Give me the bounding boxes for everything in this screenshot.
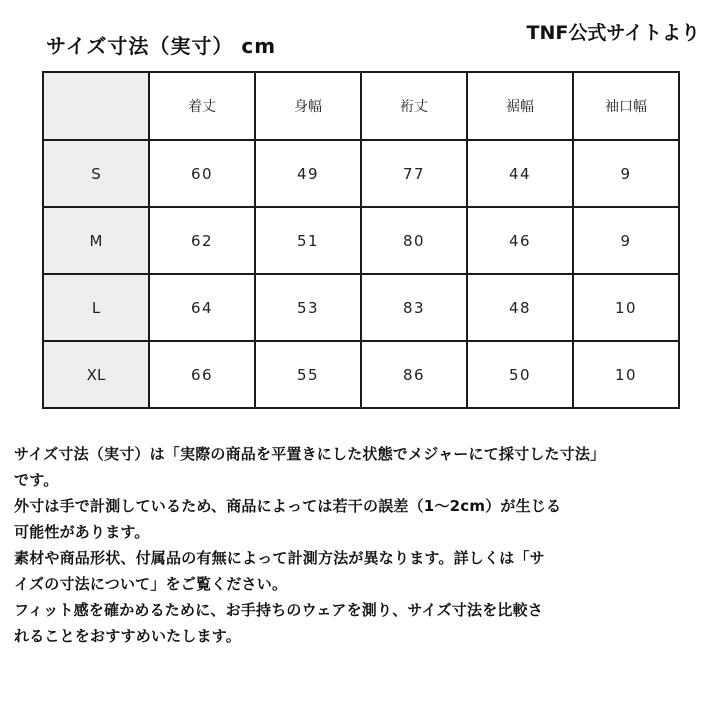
table-cell: 53 xyxy=(255,274,361,341)
table-cell: 64 xyxy=(149,274,255,341)
column-header: 身幅 xyxy=(255,72,361,140)
column-header: 着丈 xyxy=(149,72,255,140)
table-cell: 66 xyxy=(149,341,255,408)
table-cell: 83 xyxy=(361,274,467,341)
table-cell: 60 xyxy=(149,140,255,207)
table-cell: 80 xyxy=(361,207,467,274)
size-notes xyxy=(14,441,714,649)
table-row xyxy=(43,341,679,408)
table-cell: 50 xyxy=(467,341,573,408)
table-cell: 46 xyxy=(467,207,573,274)
table-cell: 77 xyxy=(361,140,467,207)
table-cell: 9 xyxy=(573,207,679,274)
note-line: フィット感を確かめるために、お手持ちのウェアを測り、サイズ寸法を比較さ xyxy=(14,601,544,619)
note-line: です。 xyxy=(14,471,59,489)
table-row xyxy=(43,274,679,341)
page-title: サイズ寸法（実寸） cm xyxy=(46,34,277,58)
note-line: イズの寸法について」をご覧ください。 xyxy=(14,575,288,593)
size-label: M xyxy=(43,207,149,274)
note-line: れることをおすすめいたします。 xyxy=(14,627,241,645)
table-cell: 10 xyxy=(573,274,679,341)
table-cell: 10 xyxy=(573,341,679,408)
column-header: 袖口幅 xyxy=(573,72,679,140)
table-header-row xyxy=(43,72,679,140)
note-line: 外寸は手で計測しているため、商品によっては若干の誤差（1〜2cm）が生じる xyxy=(14,497,562,515)
table-cell: 62 xyxy=(149,207,255,274)
column-header: 裄丈 xyxy=(361,72,467,140)
table-corner-cell xyxy=(43,72,149,140)
size-table xyxy=(42,71,680,409)
size-label: L xyxy=(43,274,149,341)
table-cell: 49 xyxy=(255,140,361,207)
table-cell: 48 xyxy=(467,274,573,341)
table-cell: 55 xyxy=(255,341,361,408)
note-line: 可能性があります。 xyxy=(14,523,150,541)
column-header: 裾幅 xyxy=(467,72,573,140)
size-label: S xyxy=(43,140,149,207)
table-row xyxy=(43,140,679,207)
table-cell: 9 xyxy=(573,140,679,207)
table-cell: 44 xyxy=(467,140,573,207)
note-line: サイズ寸法（実寸）は「実際の商品を平置きにした状態でメジャーにて採寸した寸法」 xyxy=(14,445,606,463)
size-label: XL xyxy=(43,341,149,408)
note-line: 素材や商品形状、付属品の有無によって計測方法が異なります。詳しくは「サ xyxy=(14,549,545,567)
table-row xyxy=(43,207,679,274)
table-cell: 51 xyxy=(255,207,361,274)
table-cell: 86 xyxy=(361,341,467,408)
source-note: TNF公式サイトより xyxy=(526,22,700,44)
